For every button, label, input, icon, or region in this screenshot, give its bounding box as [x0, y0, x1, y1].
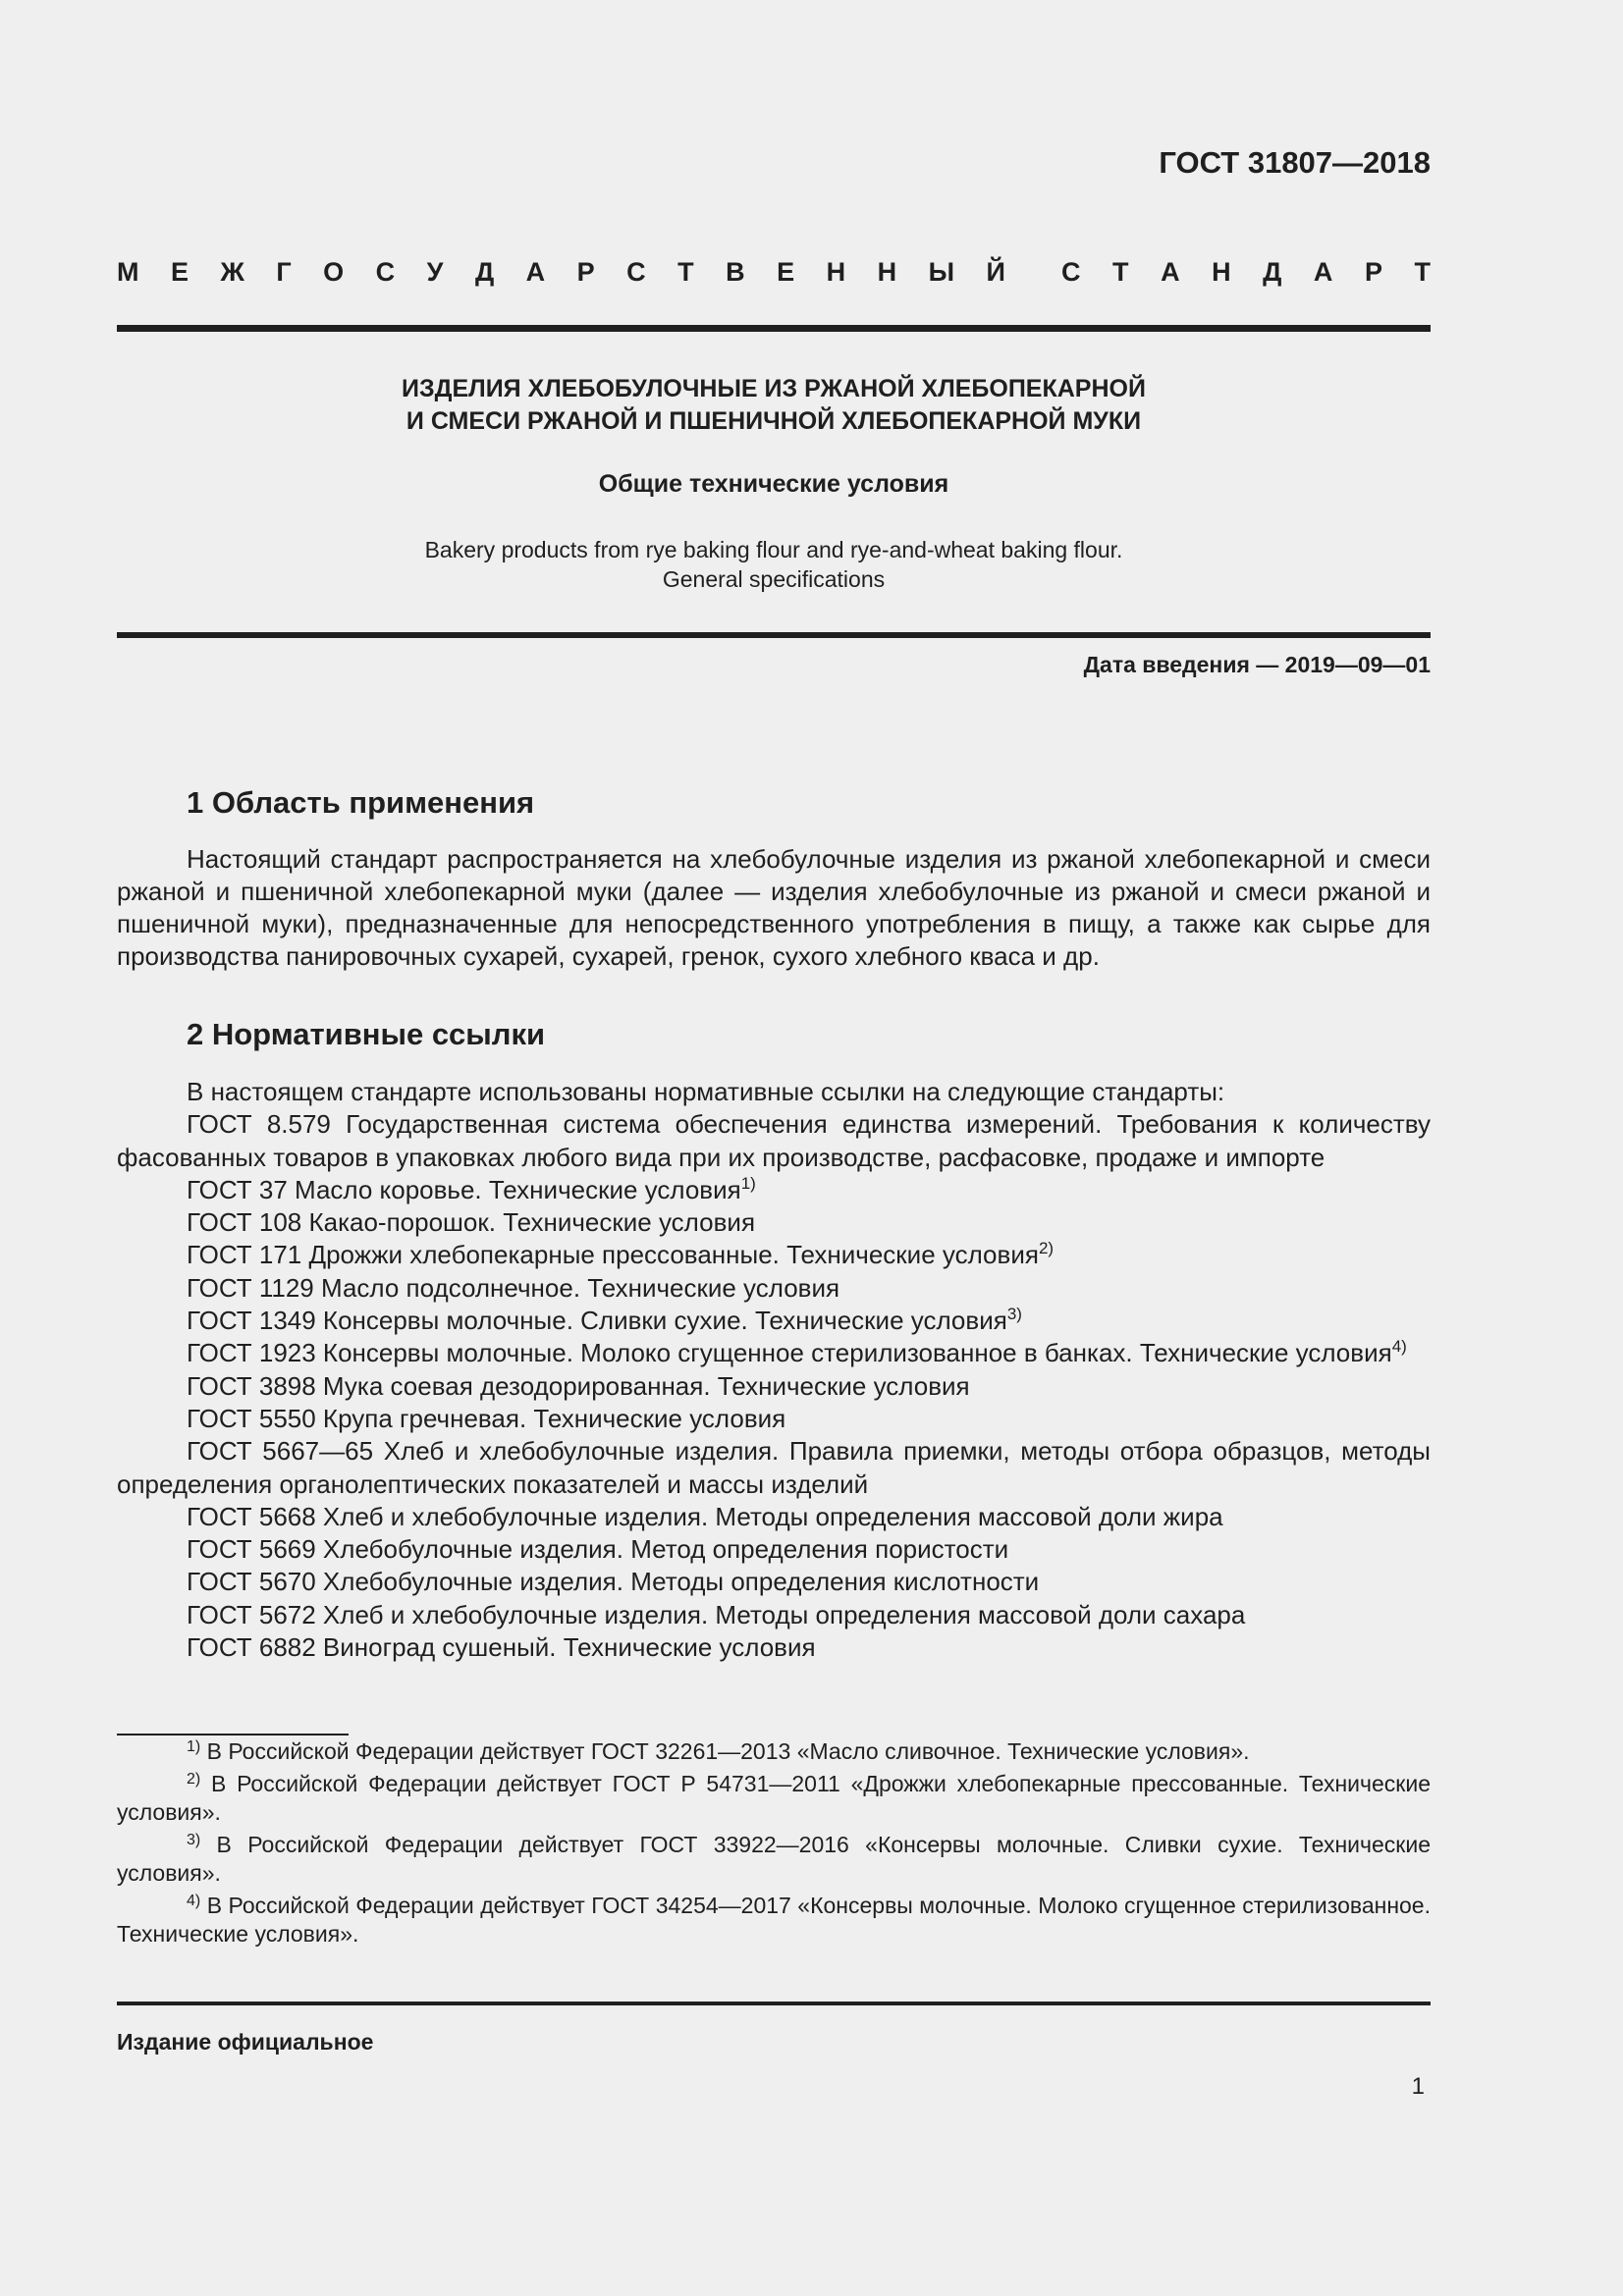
banner-letter: Н: [877, 257, 897, 287]
reference-item: ГОСТ 5669 Хлебобулочные изделия. Метод определения пористости: [187, 1534, 1009, 1565]
banner-letter: Е: [777, 257, 795, 287]
reference-item: ГОСТ 3898 Мука соевая дезодорированная. Технические условия: [187, 1370, 970, 1401]
footnote-number: 2): [187, 1771, 201, 1788]
reference-item: ГОСТ 37 Масло коровье. Технические условия$^{1)}$: [187, 1173, 756, 1204]
en-title-line1: Bakery products from rye baking flour and rye-and-wheat baking flour.: [424, 537, 1123, 562]
banner-letter: Д: [474, 257, 495, 287]
standard-type: [117, 257, 1431, 288]
footnote-mark: 1): [740, 1173, 756, 1193]
footnotes: [117, 1737, 1431, 1952]
reference-item: ГОСТ 108 Какао-порошок. Технические условия: [187, 1207, 756, 1238]
banner-letter: Р: [576, 257, 595, 287]
intro-date: Дата введения — 2019—09—01: [1083, 652, 1431, 677]
banner-letter: В: [726, 257, 745, 287]
banner-letter: Т: [1414, 257, 1431, 287]
footnote-mark: 2): [1038, 1239, 1055, 1258]
normative-references-list: [117, 1076, 1431, 1664]
footer-rule: [117, 2002, 1431, 2005]
reference-item: ГОСТ 1349 Консервы молочные. Сливки сухие. Технические условия$^{3)}$: [187, 1305, 1022, 1336]
banner-letter: Г: [276, 257, 292, 287]
en-title-line2: General specifications: [662, 566, 886, 592]
banner-letter: М: [117, 257, 139, 287]
title-line1: ИЗДЕЛИЯ ХЛЕБОБУЛОЧНЫЕ ИЗ РЖАНОЙ ХЛЕБОПЕКАРНОЙ: [402, 375, 1146, 402]
footnote-item: $^{2)}$ В Российской Федерации действует ГОСТ Р 54731—2011 «Дрожжи хлебопекарные прессованные. Технические условия».: [117, 1771, 1431, 1825]
banner-letter: А: [1313, 257, 1333, 287]
section2-heading: 2 Нормативные ссылки: [187, 1017, 546, 1051]
reference-item: ГОСТ 1923 Консервы молочные. Молоко сгущенное стерилизованное в банках. Технические условия$^{4)}$: [187, 1337, 1407, 1368]
banner-letter: Д: [1263, 257, 1282, 287]
reference-item: ГОСТ 1129 Масло подсолнечное. Технические условия: [187, 1272, 840, 1303]
english-title: [117, 535, 1431, 594]
banner-letter: Е: [170, 257, 189, 287]
standard-type-word2: [1061, 257, 1431, 288]
footnote-item: $^{1)}$ В Российской Федерации действует ГОСТ 32261—2013 «Масло сливочное. Технические условия».: [187, 1738, 1250, 1764]
reference-item: ГОСТ 8.579 Государственная система обеспечения единства измерений. Требования к количеству фасованных товаров в упаковках любого вида при их производстве, расфасовке, продаже и импорте: [117, 1109, 1431, 1172]
doc-number: ГОСТ 31807—2018: [1159, 145, 1431, 180]
banner-letter: Й: [986, 257, 1005, 287]
title-line2: И СМЕСИ РЖАНОЙ И ПШЕНИЧНОЙ ХЛЕБОПЕКАРНОЙ МУКИ: [406, 407, 1142, 435]
reference-item: ГОСТ 6882 Виноград сушеный. Технические условия: [187, 1632, 816, 1663]
banner-letter: Н: [1212, 257, 1231, 287]
banner-letter: Т: [1112, 257, 1129, 287]
banner-letter: У: [426, 257, 444, 287]
reference-item: ГОСТ 5672 Хлеб и хлебобулочные изделия. Методы определения массовой доли сахара: [187, 1599, 1246, 1629]
reference-item: ГОСТ 171 Дрожжи хлебопекарные прессованные. Технические условия$^{2)}$: [187, 1239, 1055, 1270]
banner-letter: О: [323, 257, 345, 287]
reference-item: В настоящем стандарте использованы нормативные ссылки на следующие стандарты:: [187, 1077, 1225, 1106]
document-title: [117, 373, 1431, 438]
page-number: 1: [1411, 2073, 1425, 2100]
banner-letter: С: [1061, 257, 1081, 287]
document-subtitle: Общие технические условия: [598, 470, 949, 498]
banner-letter: С: [626, 257, 646, 287]
banner-letter: А: [1161, 257, 1180, 287]
footnote-mark: 4): [1391, 1337, 1407, 1357]
footnote-number: 1): [187, 1738, 201, 1755]
footnote-number: 4): [187, 1893, 201, 1909]
banner-letter: Ж: [220, 257, 244, 287]
reference-item: ГОСТ 5550 Крупа гречневая. Технические условия: [187, 1403, 786, 1433]
reference-item: ГОСТ 5667—65 Хлеб и хлебобулочные изделия. Правила приемки, методы отбора образцов, методы определения органолептических показателей и массы изделий: [117, 1436, 1431, 1499]
footnote-mark: 3): [1006, 1305, 1022, 1324]
banner-letter: Н: [826, 257, 846, 287]
banner-letter: Т: [677, 257, 694, 287]
footnote-item: $^{4)}$ В Российской Федерации действует ГОСТ 34254—2017 «Консервы молочные. Молоко сгущенное стерилизованное. Технические условия».: [117, 1893, 1431, 1947]
reference-item: ГОСТ 5668 Хлеб и хлебобулочные изделия. Методы определения массовой доли жира: [187, 1501, 1223, 1531]
banner-letter: Ы: [928, 257, 955, 287]
official-edition: Издание официальное: [117, 2029, 374, 2055]
footnote-rule: [117, 1734, 349, 1735]
standard-type-word1: [117, 257, 1005, 288]
title-bottom-rule: [117, 632, 1431, 638]
section1-text: Настоящий стандарт распространяется на хлебобулочные изделия из ржаной хлебопекарной и смеси ржаной и пшеничной хлебопекарной муки (далее — изделия хлебобулочные из ржаной и смеси ржаной и пшеничной муки), предназначенные для непосредственного употребления в пищу, а также как сырье для производства панировочных сухарей, сухарей, гренок, сухого хлебного кваса и др.: [117, 844, 1431, 971]
top-rule: [117, 325, 1431, 332]
footnote-item: $^{3)}$ В Российской Федерации действует ГОСТ 33922—2016 «Консервы молочные. Сливки сухие. Технические условия».: [117, 1832, 1431, 1886]
footnote-number: 3): [187, 1832, 201, 1848]
reference-item: ГОСТ 5670 Хлебобулочные изделия. Методы определения кислотности: [187, 1567, 1040, 1597]
banner-letter: С: [375, 257, 396, 287]
section1-heading: 1 Область применения: [187, 785, 535, 820]
banner-letter: А: [525, 257, 546, 287]
banner-letter: Р: [1364, 257, 1382, 287]
